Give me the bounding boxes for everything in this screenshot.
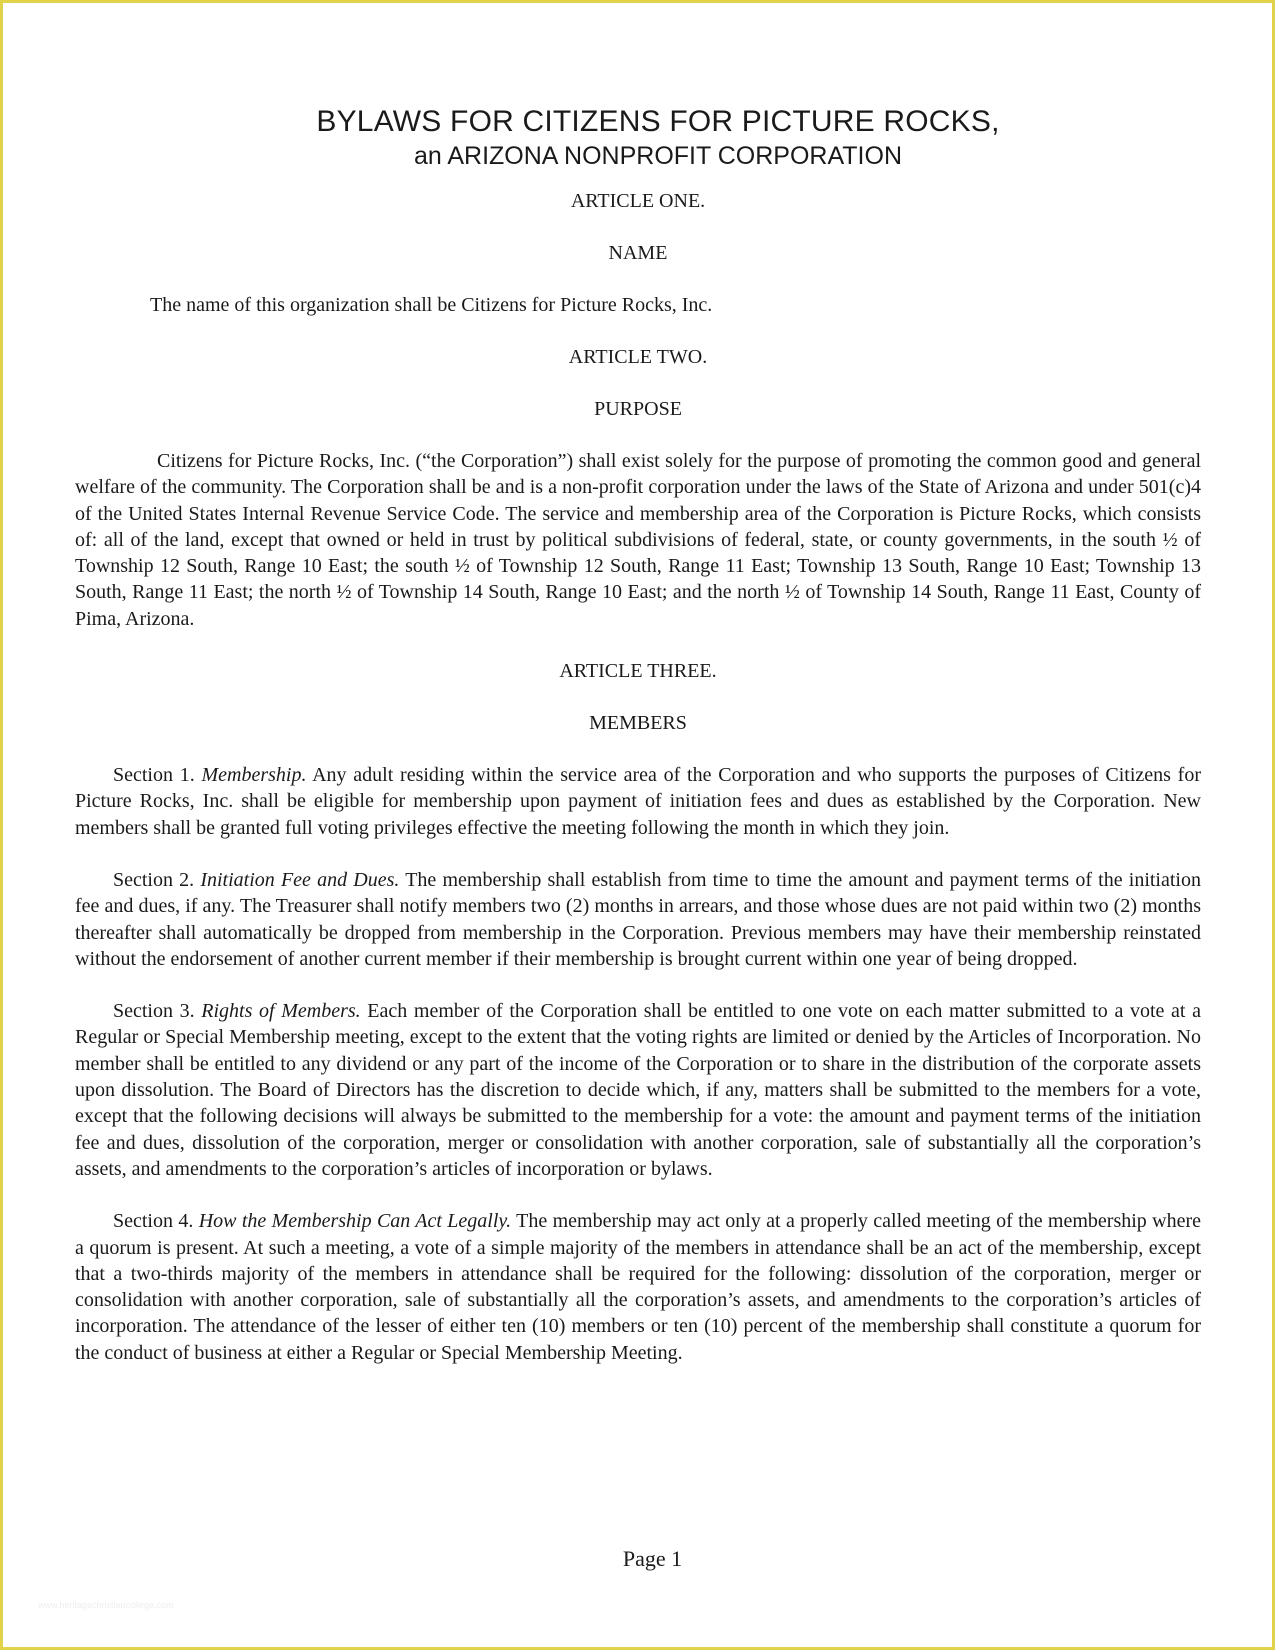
section-1-text: Any adult residing within the service area of the Corporation and who supports the purposes of Citizens for Picture Rocks, Inc. shall be eligible for membership upon payment of initiation fees and dues as established by the Corporation. New members shall be granted full voting privileges effective the meeting following the month in which they join. [75,764,1201,839]
section-2-paragraph [75,867,1201,972]
article-three-heading: ARTICLE THREE. [559,660,717,683]
article-two-text: Citizens for Picture Rocks, Inc. (“the Corporation”) shall exist solely for the purpose of promoting the common good and general welfare of the community. The Corporation shall be and is a non-profit corporation under the laws of the State of Arizona and under 501(c)4 of the United States Internal Revenue Service Code. The service and membership area of the Corporation is Picture Rocks, which consists of: all of the land, except that owned or held in trust by political subdivisions of federal, state, or county governments, in the south ½ of Township 12 South, Range 10 East; the south ½ of Township 12 South, Range 11 East; Township 13 South, Range 10 East; Township 13 South, Range 11 East; the north ½ of Township 14 South, Range 10 East; and the north ½ of Township 14 South, Range 11 East, County of Pima, Arizona. [75,450,1201,630]
section-4-prefix: Section 4. [113,1210,199,1233]
section-2-title: Initiation Fee and Dues. [200,868,400,891]
article-three-subheading: MEMBERS [589,712,687,735]
section-4-paragraph [75,1208,1201,1366]
document-title: BYLAWS FOR CITIZENS FOR PICTURE ROCKS, [316,105,1000,138]
page-number: Page 1 [622,1546,683,1571]
section-3-title: Rights of Members. [201,1000,361,1023]
article-one-text: The name of this organization shall be Citizens for Picture Rocks, Inc. [150,294,713,316]
article-one-heading: ARTICLE ONE. [570,190,706,212]
section-3-paragraph [75,998,1201,1182]
section-2-text: The membership shall establish from time to time the amount and payment terms of the initiation fee and dues, if any. The Treasurer shall notify members two (2) months in arrears, and those whose dues are not paid within two (2) months thereafter shall automatically be dropped from membership in the Corporation. Previous members may have their membership reinstated without the endorsement of another current member if their membership is brought current within one year of being dropped. [75,868,1201,970]
section-3-prefix: Section 3. [113,1000,202,1023]
section-3-text: Each member of the Corporation shall be entitled to one vote on each matter submitted to a vote at a Regular or Special Membership meeting, except to the extent that the voting rights are limited or denied by the Articles of Incorporation. No member shall be entitled to any dividend or any part of the income of the Corporation or to share in the distribution of the corporate assets upon dissolution. The Board of Directors has the discretion to decide which, if any, matters shall be submitted to the members for a vote, except that the following decisions will always be submitted to the membership for a vote: the amount and payment terms of the initiation fee and dues, dissolution of the corporation, merger or consolidation with another corporation, sale of substantially all the corporation’s assets, and amendments to the corporation’s articles of incorporation or bylaws. [75,1000,1201,1180]
section-4-text: The membership may act only at a properly called meeting of the membership where a quorum is present. At such a meeting, a vote of a simple majority of the members in attendance shall be an act of the membership, except that a two-thirds majority of the members in attendance shall be required for the following: dissolution of the corporation, merger or consolidation with another corporation, sale of substantially all the corporation’s assets, and amendments to the corporation’s articles of incorporation. The attendance of the lesser of either ten (10) members or ten (10) percent of the membership shall constitute a quorum for the conduct of business at either a Regular or Special Membership Meeting. [75,1210,1202,1364]
section-2-prefix: Section 2. [113,868,201,891]
article-one-subheading: NAME [608,242,668,264]
article-two-heading: ARTICLE TWO. [568,346,708,368]
watermark: www.heritagechristiancollege.com [38,1600,174,1610]
section-4-title: How the Membership Can Act Legally. [198,1210,512,1233]
section-1-paragraph [75,762,1201,841]
section-1-title: Membership. [201,764,307,787]
article-two-subheading: PURPOSE [594,398,682,420]
document-subtitle: an ARIZONA NONPROFIT CORPORATION [413,142,903,170]
document-body [75,104,1201,1366]
section-1-prefix: Section 1. [113,764,202,787]
